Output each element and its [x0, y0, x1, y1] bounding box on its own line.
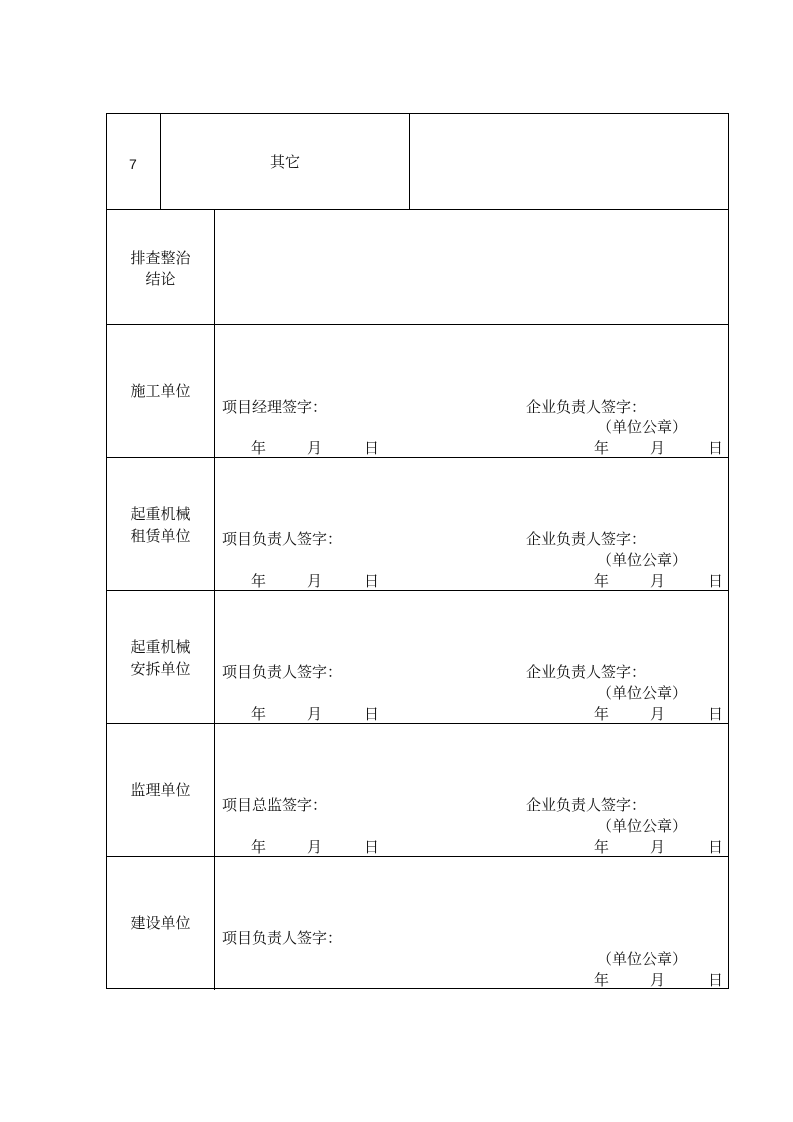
left-signature-label: 项目经理签字：	[222, 398, 328, 416]
right-date-year: 年	[594, 572, 610, 590]
right-date-day: 日	[708, 838, 724, 856]
left-date-year: 年	[251, 439, 267, 457]
seal-note: （单位公章）	[597, 950, 688, 968]
conclusion-label-line1: 排查整治	[130, 249, 191, 267]
right-date-month: 月	[650, 838, 666, 856]
seal-note: （单位公章）	[597, 684, 688, 702]
right-date-month: 月	[650, 572, 666, 590]
right-date-day: 日	[708, 705, 724, 723]
row-divider	[107, 209, 728, 210]
row-divider	[107, 324, 728, 325]
seal-note: （单位公章）	[597, 418, 688, 436]
left-date-month: 月	[307, 705, 323, 723]
row-divider	[107, 856, 728, 857]
section-label-line1: 监理单位	[130, 781, 191, 799]
section-label-line1: 建设单位	[130, 914, 191, 932]
right-date-year: 年	[594, 971, 610, 989]
right-date-day: 日	[708, 572, 724, 590]
right-date-year: 年	[594, 439, 610, 457]
right-date-year: 年	[594, 838, 610, 856]
left-date-day: 日	[364, 838, 380, 856]
right-signature-label: 企业负责人签字：	[526, 530, 647, 548]
right-date-month: 月	[650, 439, 666, 457]
left-date-day: 日	[364, 705, 380, 723]
seal-note: （单位公章）	[597, 817, 688, 835]
left-date-day: 日	[364, 439, 380, 457]
conclusion-label-line2: 结论	[145, 270, 176, 288]
left-signature-label: 项目负责人签字：	[222, 530, 343, 548]
row-divider	[107, 723, 728, 724]
left-date-month: 月	[307, 439, 323, 457]
row-divider	[107, 457, 728, 458]
right-date-day: 日	[708, 971, 724, 989]
right-date-day: 日	[708, 439, 724, 457]
section-label-line1: 起重机械	[130, 505, 191, 523]
section-label-line1: 施工单位	[130, 382, 191, 400]
right-date-year: 年	[594, 705, 610, 723]
left-signature-label: 项目负责人签字：	[222, 929, 343, 947]
left-signature-label: 项目负责人签字：	[222, 663, 343, 681]
left-date-month: 月	[307, 572, 323, 590]
item-label: 其它	[269, 153, 300, 171]
row-divider	[107, 590, 728, 591]
left-date-year: 年	[251, 838, 267, 856]
left-date-month: 月	[307, 838, 323, 856]
right-date-month: 月	[650, 971, 666, 989]
left-date-day: 日	[364, 572, 380, 590]
left-date-year: 年	[251, 705, 267, 723]
section-label-line2: 租赁单位	[130, 527, 191, 545]
section-label-line1: 起重机械	[130, 638, 191, 656]
right-signature-label: 企业负责人签字：	[526, 398, 647, 416]
right-date-month: 月	[650, 705, 666, 723]
inspection-signoff-form	[106, 113, 729, 989]
label-column-divider	[214, 210, 215, 990]
left-signature-label: 项目总监签字：	[222, 796, 328, 814]
left-date-year: 年	[251, 572, 267, 590]
seal-note: （单位公章）	[597, 551, 688, 569]
right-signature-label: 企业负责人签字：	[526, 796, 647, 814]
section-label-line2: 安拆单位	[130, 660, 191, 678]
col-divider	[409, 114, 410, 210]
item-number: 7	[129, 156, 137, 172]
right-signature-label: 企业负责人签字：	[526, 663, 647, 681]
